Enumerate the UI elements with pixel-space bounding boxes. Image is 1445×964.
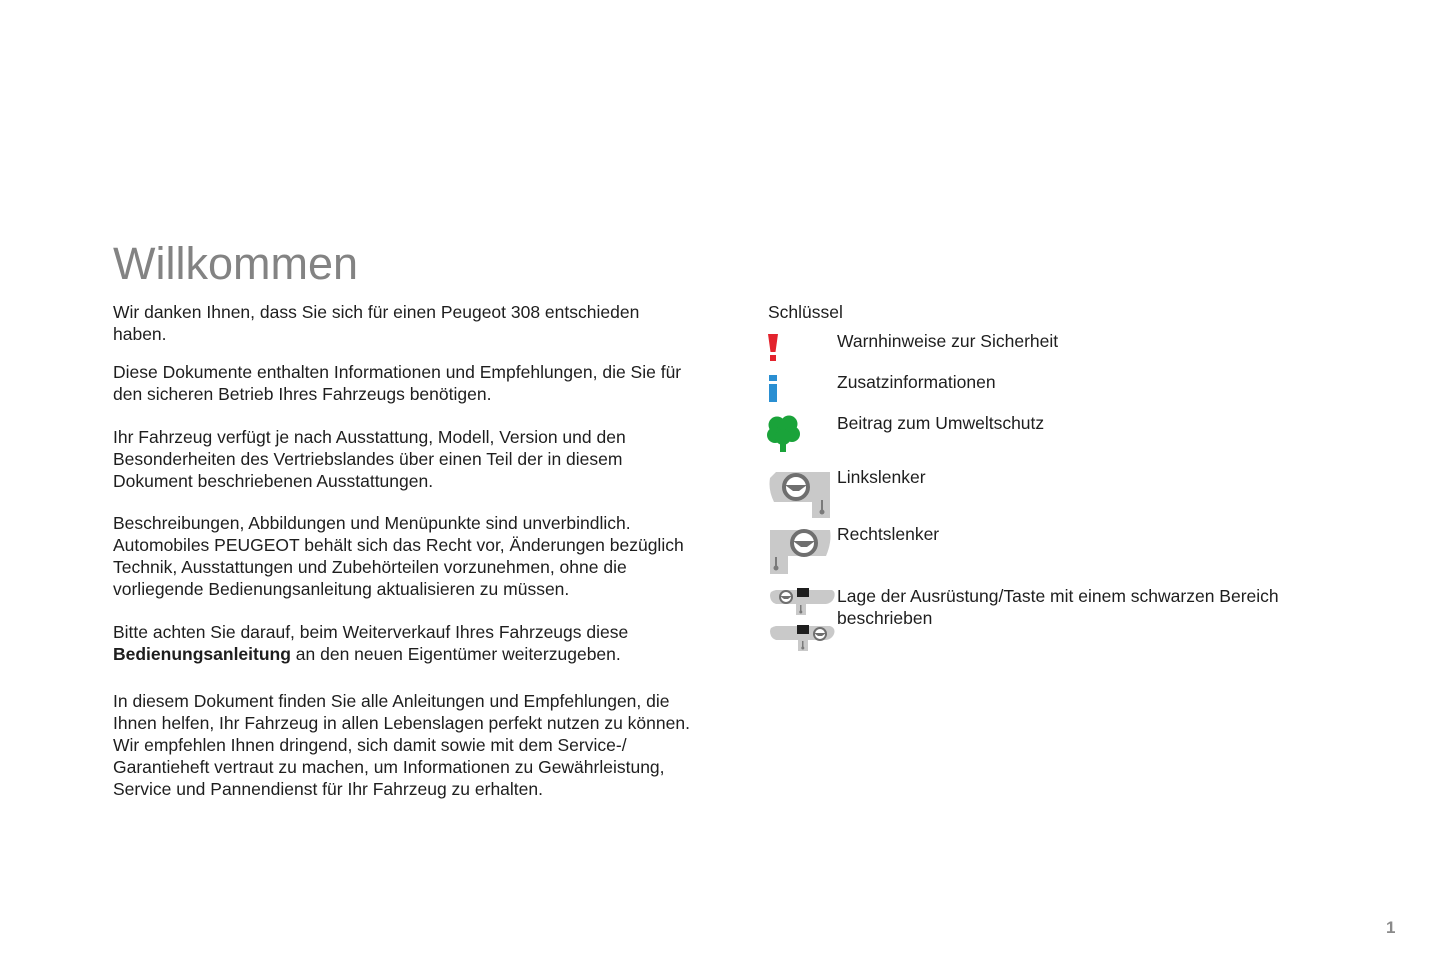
legend-label-info: Zusatzinformationen — [837, 372, 996, 392]
text-line: haben. — [113, 324, 167, 344]
text-line: Service und Pannendienst für Ihr Fahrzeug zu erhalten. — [113, 779, 543, 799]
intro-paragraph-equipment — [113, 426, 753, 492]
equipment-location-icon — [768, 585, 838, 655]
text-line: Automobiles PEUGEOT behält sich das Recht vor, Änderungen bezüglich — [113, 535, 684, 555]
legend-label-left-hand-drive: Linkslenker — [837, 467, 926, 487]
text-fragment: an den neuen Eigentümer weiterzugeben. — [290, 644, 621, 664]
text-line: Bitte achten Sie darauf, beim Weiterverkauf Ihres Fahrzeugs diese — [113, 622, 629, 642]
right-hand-drive-icon — [766, 526, 834, 578]
bold-manual-term: Bedienungsanleitung — [113, 644, 291, 664]
text-line: Lage der Ausrüstung/Taste mit einem schwarzen Bereich — [837, 586, 1279, 606]
legend-label-right-hand-drive: Rechtslenker — [837, 524, 940, 544]
text-line: Technik, Ausstattungen und Zubehörteilen vorzunehmen, ohne die — [113, 557, 627, 577]
text-line: Ihr Fahrzeug verfügt je nach Ausstattung, Modell, Version und den — [113, 427, 626, 447]
intro-paragraph-disclaimer — [113, 512, 753, 600]
text-line: Dokument beschriebenen Ausstattungen. — [113, 471, 434, 491]
text-line: vorliegende Bedienungsanleitung aktualisieren zu müssen. — [113, 579, 570, 599]
text-line: In diesem Dokument finden Sie alle Anleitungen und Empfehlungen, die — [113, 691, 670, 711]
left-hand-drive-icon — [766, 468, 834, 520]
warning-exclamation-icon — [766, 334, 780, 362]
text-line — [113, 643, 753, 665]
text-line: Wir danken Ihnen, dass Sie sich für einen Peugeot 308 entschieden — [113, 302, 640, 322]
legend-heading: Schlüssel — [768, 302, 843, 322]
text-line: beschrieben — [837, 608, 933, 628]
page-title: Willkommen — [113, 238, 359, 289]
intro-paragraph-thanks — [113, 301, 753, 345]
info-icon — [767, 375, 779, 403]
text-line: Besonderheiten des Vertriebslandes über einen Teil der in diesem — [113, 449, 623, 469]
text-line: Ihnen helfen, Ihr Fahrzeug in allen Lebenslagen perfekt nutzen zu können. — [113, 713, 690, 733]
intro-paragraph-documents — [113, 361, 753, 405]
text-line: Beschreibungen, Abbildungen und Menüpunkte sind unverbindlich. — [113, 513, 631, 533]
page-number: 1 — [1386, 918, 1396, 937]
legend-label-equipment-location — [837, 585, 1279, 629]
intro-paragraph-resale — [113, 621, 753, 665]
text-line: Garantieheft vertraut zu machen, um Informationen zu Gewährleistung, — [113, 757, 665, 777]
tree-icon — [767, 415, 801, 453]
text-line: den sicheren Betrieb Ihres Fahrzeugs benötigen. — [113, 384, 492, 404]
intro-paragraph-guidance — [113, 690, 753, 800]
legend-label-warning: Warnhinweise zur Sicherheit — [837, 331, 1059, 351]
legend-label-eco: Beitrag zum Umweltschutz — [837, 413, 1045, 433]
text-line: Diese Dokumente enthalten Informationen und Empfehlungen, die Sie für — [113, 362, 682, 382]
text-line: Wir empfehlen Ihnen dringend, sich damit sowie mit dem Service-/ — [113, 735, 627, 755]
